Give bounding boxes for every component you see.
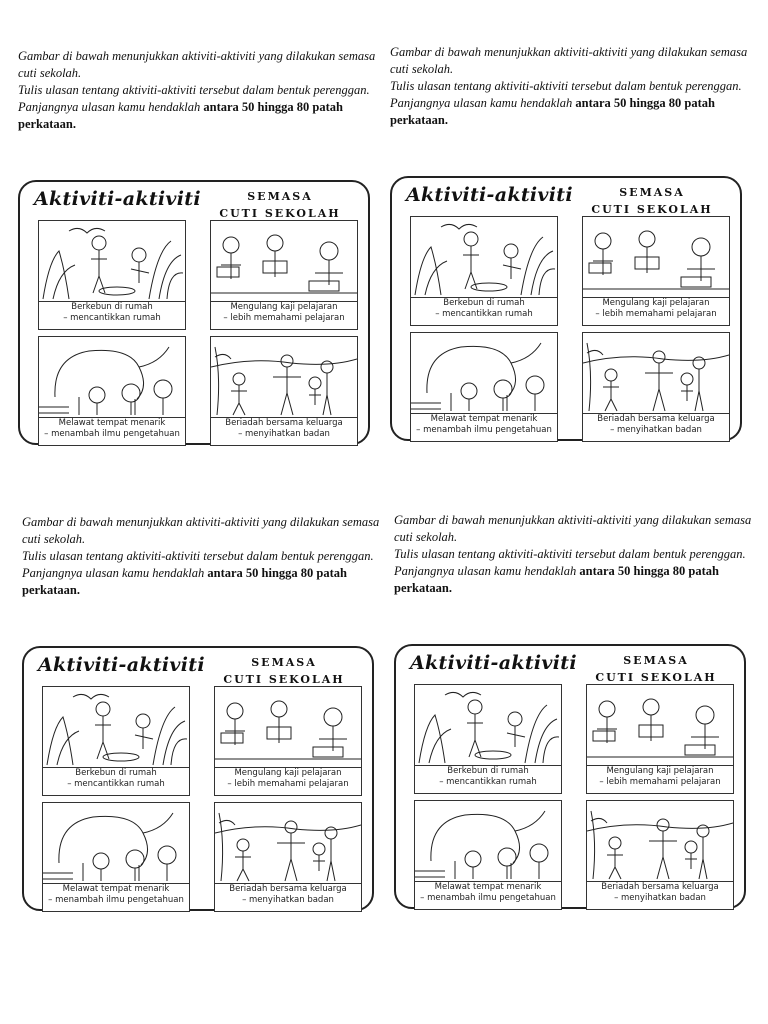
card-subtitle-line-1: SEMASA <box>251 656 317 669</box>
caption-activity: Mengulang kaji pelajaran <box>234 768 342 778</box>
zoo-visit-illustration <box>39 337 185 418</box>
panel-caption <box>215 768 361 790</box>
gardening-illustration <box>39 221 185 302</box>
card-title: Aktiviti-aktiviti <box>34 188 201 210</box>
caption-activity: Mengulang kaji pelajaran <box>606 766 714 776</box>
family-recreation-illustration <box>587 801 733 882</box>
instruction-line-3 <box>22 565 382 599</box>
panel-caption <box>587 882 733 904</box>
panel-recreation <box>210 336 358 446</box>
word-limit-prefix: Panjangnya ulasan kamu hendaklah <box>390 96 576 110</box>
panel-caption <box>211 418 357 440</box>
caption-activity: Melawat tempat menarik <box>58 418 166 428</box>
activity-picture-card <box>390 176 742 441</box>
studying-illustration <box>215 687 361 768</box>
instructions <box>22 514 382 599</box>
gardening-illustration <box>415 685 561 766</box>
panel-visit <box>42 802 190 912</box>
card-subtitle-line-1: SEMASA <box>623 654 689 667</box>
panel-revision <box>214 686 362 796</box>
panel-recreation <box>582 332 730 442</box>
caption-activity: Beriadah bersama keluarga <box>597 414 715 424</box>
caption-benefit: – menambah ilmu pengetahuan <box>44 429 180 439</box>
panel-revision <box>210 220 358 330</box>
panel-revision <box>586 684 734 794</box>
worksheet-copy <box>394 512 754 903</box>
panel-caption <box>583 298 729 320</box>
panel-recreation <box>586 800 734 910</box>
instruction-line-2: Tulis ulasan tentang aktiviti-aktiviti tersebut dalam bentuk perenggan. <box>22 549 374 563</box>
caption-benefit: – menambah ilmu pengetahuan <box>48 895 184 905</box>
zoo-visit-illustration <box>43 803 189 884</box>
caption-activity: Beriadah bersama keluarga <box>225 418 343 428</box>
family-recreation-illustration <box>583 333 729 414</box>
instruction-line-3 <box>18 99 378 133</box>
instruction-line-1: Gambar di bawah menunjukkan aktiviti-aktiviti yang dilakukan semasa cuti sekolah. <box>22 515 380 546</box>
instruction-line-1: Gambar di bawah menunjukkan aktiviti-aktiviti yang dilakukan semasa cuti sekolah. <box>390 45 748 76</box>
panel-gardening <box>42 686 190 796</box>
caption-activity: Mengulang kaji pelajaran <box>602 298 710 308</box>
caption-benefit: – menambah ilmu pengetahuan <box>416 425 552 435</box>
word-limit-prefix: Panjangnya ulasan kamu hendaklah <box>22 566 208 580</box>
zoo-visit-illustration <box>415 801 561 882</box>
panel-visit <box>414 800 562 910</box>
panel-caption <box>211 302 357 324</box>
panel-caption <box>411 298 557 320</box>
card-title: Aktiviti-aktiviti <box>410 652 577 674</box>
caption-benefit: – mencantikkan rumah <box>435 309 533 319</box>
panel-caption <box>587 766 733 788</box>
word-limit-bold: antara 50 hingga 80 patah perkataan. <box>390 96 715 127</box>
gardening-illustration <box>411 217 557 298</box>
word-limit-bold: antara 50 hingga 80 patah perkataan. <box>18 100 343 131</box>
panel-caption <box>39 418 185 440</box>
card-subtitle <box>581 652 731 686</box>
instructions <box>390 44 750 129</box>
panel-visit <box>410 332 558 442</box>
panel-caption <box>415 882 561 904</box>
caption-activity: Melawat tempat menarik <box>62 884 170 894</box>
word-limit-prefix: Panjangnya ulasan kamu hendaklah <box>18 100 204 114</box>
caption-benefit: – menyihatkan badan <box>238 429 330 439</box>
caption-activity: Beriadah bersama keluarga <box>601 882 719 892</box>
caption-activity: Melawat tempat menarik <box>434 882 542 892</box>
card-title: Aktiviti-aktiviti <box>38 654 205 676</box>
worksheet-copy <box>18 48 378 439</box>
family-recreation-illustration <box>211 337 357 418</box>
instruction-line-2: Tulis ulasan tentang aktiviti-aktiviti tersebut dalam bentuk perenggan. <box>18 83 370 97</box>
caption-activity: Berkebun di rumah <box>75 768 157 778</box>
caption-benefit: – menyihatkan badan <box>610 425 702 435</box>
panel-visit <box>38 336 186 446</box>
caption-benefit: – mencantikkan rumah <box>439 777 537 787</box>
studying-illustration <box>587 685 733 766</box>
instructions <box>394 512 754 597</box>
instruction-line-2: Tulis ulasan tentang aktiviti-aktiviti tersebut dalam bentuk perenggan. <box>390 79 742 93</box>
instruction-line-1: Gambar di bawah menunjukkan aktiviti-aktiviti yang dilakukan semasa cuti sekolah. <box>394 513 752 544</box>
activity-picture-card <box>18 180 370 445</box>
activity-picture-card <box>394 644 746 909</box>
panel-caption <box>215 884 361 906</box>
card-title: Aktiviti-aktiviti <box>406 184 573 206</box>
studying-illustration <box>583 217 729 298</box>
caption-benefit: – lebih memahami pelajaran <box>227 779 349 789</box>
card-subtitle <box>209 654 359 688</box>
caption-activity: Beriadah bersama keluarga <box>229 884 347 894</box>
card-subtitle <box>577 184 727 218</box>
instruction-line-1: Gambar di bawah menunjukkan aktiviti-aktiviti yang dilakukan semasa cuti sekolah. <box>18 49 376 80</box>
caption-activity: Berkebun di rumah <box>447 766 529 776</box>
card-subtitle <box>205 188 355 222</box>
word-limit-prefix: Panjangnya ulasan kamu hendaklah <box>394 564 580 578</box>
panel-gardening <box>38 220 186 330</box>
gardening-illustration <box>43 687 189 768</box>
card-subtitle-line-2: CUTI SEKOLAH <box>219 207 341 220</box>
card-subtitle-line-2: CUTI SEKOLAH <box>591 203 713 216</box>
caption-benefit: – mencantikkan rumah <box>67 779 165 789</box>
card-subtitle-line-1: SEMASA <box>247 190 313 203</box>
caption-activity: Mengulang kaji pelajaran <box>230 302 338 312</box>
panel-caption <box>415 766 561 788</box>
panel-recreation <box>214 802 362 912</box>
family-recreation-illustration <box>215 803 361 884</box>
card-subtitle-line-2: CUTI SEKOLAH <box>223 673 345 686</box>
word-limit-bold: antara 50 hingga 80 patah perkataan. <box>394 564 719 595</box>
card-subtitle-line-2: CUTI SEKOLAH <box>595 671 717 684</box>
panel-caption <box>43 768 189 790</box>
caption-benefit: – mencantikkan rumah <box>63 313 161 323</box>
instruction-line-3 <box>394 563 754 597</box>
panel-caption <box>583 414 729 436</box>
caption-benefit: – lebih memahami pelajaran <box>595 309 717 319</box>
caption-benefit: – menyihatkan badan <box>614 893 706 903</box>
caption-activity: Berkebun di rumah <box>443 298 525 308</box>
word-limit-bold: antara 50 hingga 80 patah perkataan. <box>22 566 347 597</box>
caption-activity: Melawat tempat menarik <box>430 414 538 424</box>
panel-gardening <box>410 216 558 326</box>
worksheet-copy <box>22 514 382 905</box>
caption-activity: Berkebun di rumah <box>71 302 153 312</box>
studying-illustration <box>211 221 357 302</box>
worksheet-copy <box>390 44 750 435</box>
instruction-line-2: Tulis ulasan tentang aktiviti-aktiviti tersebut dalam bentuk perenggan. <box>394 547 746 561</box>
caption-benefit: – lebih memahami pelajaran <box>223 313 345 323</box>
caption-benefit: – menyihatkan badan <box>242 895 334 905</box>
zoo-visit-illustration <box>411 333 557 414</box>
activity-picture-card <box>22 646 374 911</box>
panel-caption <box>411 414 557 436</box>
caption-benefit: – lebih memahami pelajaran <box>599 777 721 787</box>
instructions <box>18 48 378 133</box>
caption-benefit: – menambah ilmu pengetahuan <box>420 893 556 903</box>
panel-caption <box>39 302 185 324</box>
panel-revision <box>582 216 730 326</box>
card-subtitle-line-1: SEMASA <box>619 186 685 199</box>
instruction-line-3 <box>390 95 750 129</box>
panel-caption <box>43 884 189 906</box>
panel-gardening <box>414 684 562 794</box>
